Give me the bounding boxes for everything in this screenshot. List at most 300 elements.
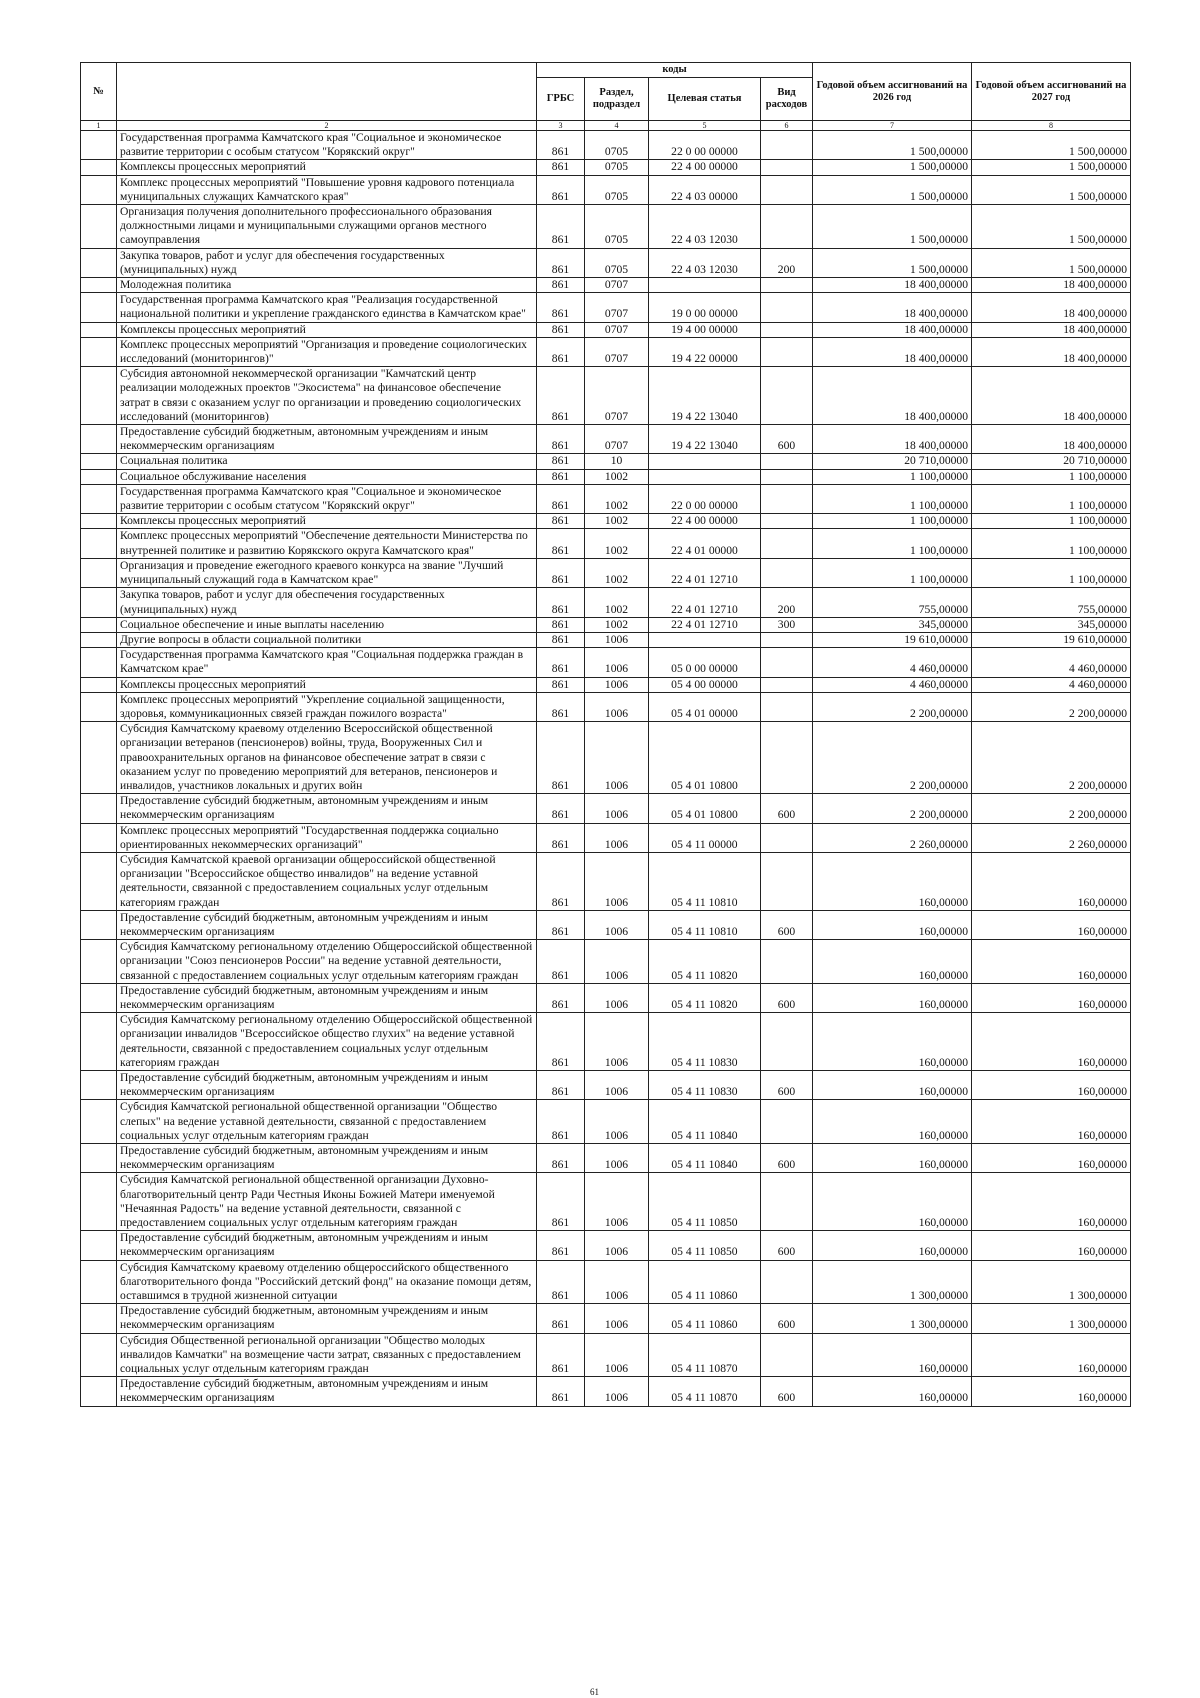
row-number — [81, 175, 117, 204]
row-expense-type — [761, 278, 813, 293]
row-vol-2026: 2 200,00000 — [813, 692, 972, 721]
row-expense-type — [761, 131, 813, 160]
row-name: Другие вопросы в области социальной политики — [117, 632, 537, 647]
page-number: 61 — [590, 1687, 599, 1697]
row-section: 0707 — [585, 425, 649, 454]
row-vol-2026: 4 460,00000 — [813, 677, 972, 692]
row-target: 22 4 01 00000 — [649, 529, 761, 558]
row-section: 1006 — [585, 1333, 649, 1377]
row-vol-2027: 160,00000 — [972, 1144, 1131, 1173]
row-name: Предоставление субсидий бюджетным, автономным учреждениям и иным некоммерческим организациям — [117, 910, 537, 939]
row-target: 05 4 01 00000 — [649, 692, 761, 721]
row-number — [81, 823, 117, 852]
row-expense-type — [761, 677, 813, 692]
table-row — [81, 131, 1131, 160]
row-number — [81, 469, 117, 484]
row-section: 0705 — [585, 175, 649, 204]
row-target: 05 4 01 10800 — [649, 722, 761, 794]
row-expense-type: 600 — [761, 983, 813, 1012]
col-index: 6 — [761, 121, 813, 131]
row-number — [81, 293, 117, 322]
table-row — [81, 337, 1131, 366]
row-section: 1006 — [585, 1260, 649, 1304]
row-section: 0707 — [585, 322, 649, 337]
row-expense-type — [761, 1100, 813, 1144]
row-section: 1002 — [585, 558, 649, 587]
header-vol-2026: Годовой объем ассигнований на 2026 год — [813, 63, 972, 121]
row-grbs: 861 — [537, 1071, 585, 1100]
row-expense-type — [761, 205, 813, 249]
row-grbs: 861 — [537, 692, 585, 721]
row-vol-2026: 160,00000 — [813, 1013, 972, 1071]
table-row — [81, 1173, 1131, 1231]
row-grbs: 861 — [537, 722, 585, 794]
row-vol-2027: 4 460,00000 — [972, 677, 1131, 692]
row-grbs: 861 — [537, 131, 585, 160]
row-vol-2026: 160,00000 — [813, 983, 972, 1012]
row-grbs: 861 — [537, 1304, 585, 1333]
row-section: 1006 — [585, 1144, 649, 1173]
row-vol-2026: 1 100,00000 — [813, 469, 972, 484]
row-section: 0705 — [585, 205, 649, 249]
row-number — [81, 1173, 117, 1231]
row-section: 1006 — [585, 1173, 649, 1231]
row-expense-type: 200 — [761, 248, 813, 277]
row-expense-type — [761, 852, 813, 910]
row-vol-2026: 1 500,00000 — [813, 131, 972, 160]
row-target: 05 4 11 10860 — [649, 1260, 761, 1304]
row-number — [81, 425, 117, 454]
row-vol-2026: 1 300,00000 — [813, 1304, 972, 1333]
row-section: 1006 — [585, 722, 649, 794]
row-number — [81, 588, 117, 617]
row-expense-type — [761, 337, 813, 366]
row-name: Предоставление субсидий бюджетным, автономным учреждениям и иным некоммерческим организациям — [117, 1377, 537, 1406]
header-row-1 — [81, 63, 1131, 78]
table-row — [81, 632, 1131, 647]
header-section: Раздел, подраздел — [585, 78, 649, 121]
row-number — [81, 692, 117, 721]
row-number — [81, 1304, 117, 1333]
row-number — [81, 722, 117, 794]
row-number — [81, 1100, 117, 1144]
row-name: Предоставление субсидий бюджетным, автономным учреждениям и иным некоммерческим организациям — [117, 983, 537, 1012]
row-vol-2026: 160,00000 — [813, 1377, 972, 1406]
table-row — [81, 1100, 1131, 1144]
row-number — [81, 484, 117, 513]
row-number — [81, 617, 117, 632]
row-name: Закупка товаров, работ и услуг для обеспечения государственных (муниципальных) нужд — [117, 248, 537, 277]
row-name: Предоставление субсидий бюджетным, автономным учреждениям и иным некоммерческим организациям — [117, 1144, 537, 1173]
row-target: 22 4 00 00000 — [649, 514, 761, 529]
row-name: Организация получения дополнительного профессионального образования должностными лицами и муниципальными служащими органов местного самоуправления — [117, 205, 537, 249]
row-number — [81, 558, 117, 587]
row-vol-2026: 160,00000 — [813, 852, 972, 910]
row-target: 05 4 11 10820 — [649, 940, 761, 984]
row-name: Закупка товаров, работ и услуг для обеспечения государственных (муниципальных) нужд — [117, 588, 537, 617]
row-expense-type — [761, 692, 813, 721]
row-vol-2027: 1 300,00000 — [972, 1260, 1131, 1304]
row-grbs: 861 — [537, 322, 585, 337]
header-grbs: ГРБС — [537, 78, 585, 121]
table-row — [81, 940, 1131, 984]
row-grbs: 861 — [537, 529, 585, 558]
table-row — [81, 722, 1131, 794]
row-expense-type — [761, 823, 813, 852]
table-row — [81, 514, 1131, 529]
row-section: 1006 — [585, 983, 649, 1012]
row-vol-2027: 2 200,00000 — [972, 692, 1131, 721]
header-expense-type: Вид расходов — [761, 78, 813, 121]
table-row — [81, 454, 1131, 469]
row-target: 05 4 11 00000 — [649, 823, 761, 852]
row-name: Социальное обеспечение и иные выплаты населению — [117, 617, 537, 632]
row-vol-2027: 1 300,00000 — [972, 1304, 1131, 1333]
row-number — [81, 131, 117, 160]
row-expense-type: 600 — [761, 1231, 813, 1260]
row-expense-type — [761, 293, 813, 322]
row-target: 05 4 11 10870 — [649, 1333, 761, 1377]
row-number — [81, 160, 117, 175]
row-number — [81, 205, 117, 249]
row-expense-type — [761, 1173, 813, 1231]
row-vol-2026: 160,00000 — [813, 1071, 972, 1100]
row-vol-2026: 1 100,00000 — [813, 529, 972, 558]
row-number — [81, 1333, 117, 1377]
row-target: 05 4 11 10840 — [649, 1100, 761, 1144]
row-name: Субсидия Камчатской региональной общественной организации Духовно-благотворительный центр Ради Честныя Иконы Божией Матери именуемой "Нечаянная Радость" на ведение уставной деятельности, связанной с предоставлением социальных услуг отдельным категориям граждан — [117, 1173, 537, 1231]
row-vol-2027: 1 100,00000 — [972, 514, 1131, 529]
row-expense-type — [761, 322, 813, 337]
row-section: 0707 — [585, 293, 649, 322]
row-vol-2027: 18 400,00000 — [972, 278, 1131, 293]
col-index: 8 — [972, 121, 1131, 131]
row-target: 22 4 01 12710 — [649, 558, 761, 587]
row-number — [81, 1377, 117, 1406]
row-section: 0707 — [585, 367, 649, 425]
row-target: 22 4 00 00000 — [649, 160, 761, 175]
row-vol-2027: 18 400,00000 — [972, 322, 1131, 337]
row-grbs: 861 — [537, 852, 585, 910]
row-section: 1006 — [585, 648, 649, 677]
table-row — [81, 1144, 1131, 1173]
row-vol-2026: 18 400,00000 — [813, 293, 972, 322]
row-grbs: 861 — [537, 454, 585, 469]
row-target: 05 4 11 10830 — [649, 1013, 761, 1071]
row-vol-2027: 160,00000 — [972, 1071, 1131, 1100]
row-target: 05 4 11 10860 — [649, 1304, 761, 1333]
col-index: 3 — [537, 121, 585, 131]
row-expense-type — [761, 722, 813, 794]
row-expense-type — [761, 1013, 813, 1071]
header-name — [117, 63, 537, 121]
row-target — [649, 454, 761, 469]
row-grbs: 861 — [537, 1100, 585, 1144]
row-number — [81, 322, 117, 337]
row-target: 22 4 03 12030 — [649, 205, 761, 249]
row-vol-2027: 160,00000 — [972, 1377, 1131, 1406]
row-number — [81, 910, 117, 939]
row-vol-2027: 4 460,00000 — [972, 648, 1131, 677]
row-section: 1006 — [585, 823, 649, 852]
row-name: Государственная программа Камчатского края "Социальное и экономическое развитие территории с особым статусом "Корякский округ" — [117, 131, 537, 160]
row-expense-type: 600 — [761, 1377, 813, 1406]
row-grbs: 861 — [537, 175, 585, 204]
table-row — [81, 425, 1131, 454]
row-expense-type — [761, 469, 813, 484]
row-vol-2027: 18 400,00000 — [972, 367, 1131, 425]
col-index: 4 — [585, 121, 649, 131]
row-grbs: 861 — [537, 1231, 585, 1260]
row-expense-type — [761, 940, 813, 984]
row-number — [81, 983, 117, 1012]
row-target: 05 4 11 10850 — [649, 1173, 761, 1231]
row-vol-2026: 755,00000 — [813, 588, 972, 617]
table-row — [81, 794, 1131, 823]
row-expense-type — [761, 529, 813, 558]
row-grbs: 861 — [537, 248, 585, 277]
table-row — [81, 278, 1131, 293]
row-section: 10 — [585, 454, 649, 469]
row-section: 1002 — [585, 514, 649, 529]
row-vol-2027: 1 100,00000 — [972, 469, 1131, 484]
table-row — [81, 293, 1131, 322]
row-vol-2027: 160,00000 — [972, 1333, 1131, 1377]
row-grbs: 861 — [537, 205, 585, 249]
col-index: 5 — [649, 121, 761, 131]
budget-document — [80, 62, 1130, 1407]
row-grbs: 861 — [537, 337, 585, 366]
row-target — [649, 469, 761, 484]
row-vol-2026: 1 500,00000 — [813, 248, 972, 277]
row-number — [81, 1013, 117, 1071]
row-section: 1006 — [585, 1231, 649, 1260]
row-expense-type: 600 — [761, 425, 813, 454]
row-target: 22 4 03 00000 — [649, 175, 761, 204]
row-vol-2027: 2 200,00000 — [972, 722, 1131, 794]
row-expense-type: 600 — [761, 794, 813, 823]
row-target: 05 0 00 00000 — [649, 648, 761, 677]
row-target: 05 4 11 10810 — [649, 852, 761, 910]
row-name: Молодежная политика — [117, 278, 537, 293]
row-vol-2027: 1 500,00000 — [972, 160, 1131, 175]
row-vol-2027: 18 400,00000 — [972, 425, 1131, 454]
row-expense-type — [761, 558, 813, 587]
row-vol-2027: 345,00000 — [972, 617, 1131, 632]
row-vol-2027: 18 400,00000 — [972, 337, 1131, 366]
row-name: Субсидия Камчатскому краевому отделению общероссийского общественного благотворительного фонда "Российский детский фонд" на оказание помощи детям, оставшимся в трудной жизненной ситуации — [117, 1260, 537, 1304]
row-expense-type — [761, 175, 813, 204]
row-expense-type: 300 — [761, 617, 813, 632]
row-target: 19 4 22 13040 — [649, 367, 761, 425]
row-vol-2027: 1 500,00000 — [972, 175, 1131, 204]
row-vol-2026: 4 460,00000 — [813, 648, 972, 677]
table-row — [81, 588, 1131, 617]
row-grbs: 861 — [537, 632, 585, 647]
row-section: 1006 — [585, 1304, 649, 1333]
row-vol-2026: 160,00000 — [813, 910, 972, 939]
row-expense-type — [761, 632, 813, 647]
row-vol-2026: 20 710,00000 — [813, 454, 972, 469]
row-section: 1006 — [585, 692, 649, 721]
row-vol-2027: 160,00000 — [972, 983, 1131, 1012]
row-expense-type: 600 — [761, 1304, 813, 1333]
row-name: Субсидия Общественной региональной организации "Общество молодых инвалидов Камчатки" на возмещение части затрат, связанных с предоставлением социальных услуг отдельным категориям граждан — [117, 1333, 537, 1377]
row-section: 1002 — [585, 617, 649, 632]
row-section: 1006 — [585, 677, 649, 692]
row-vol-2027: 1 500,00000 — [972, 248, 1131, 277]
row-vol-2027: 2 260,00000 — [972, 823, 1131, 852]
row-grbs: 861 — [537, 1377, 585, 1406]
row-grbs: 861 — [537, 1144, 585, 1173]
row-section: 1006 — [585, 910, 649, 939]
row-name: Социальная политика — [117, 454, 537, 469]
table-row — [81, 205, 1131, 249]
col-index: 2 — [117, 121, 537, 131]
row-vol-2026: 160,00000 — [813, 1144, 972, 1173]
row-target: 05 4 11 10840 — [649, 1144, 761, 1173]
row-number — [81, 648, 117, 677]
row-target: 22 4 01 12710 — [649, 617, 761, 632]
row-target: 22 0 00 00000 — [649, 131, 761, 160]
row-number — [81, 940, 117, 984]
row-number — [81, 278, 117, 293]
row-vol-2026: 1 100,00000 — [813, 558, 972, 587]
row-number — [81, 852, 117, 910]
row-grbs: 861 — [537, 940, 585, 984]
row-vol-2027: 160,00000 — [972, 852, 1131, 910]
row-grbs: 861 — [537, 514, 585, 529]
row-target: 05 4 11 10870 — [649, 1377, 761, 1406]
row-vol-2026: 19 610,00000 — [813, 632, 972, 647]
table-row — [81, 160, 1131, 175]
table-row — [81, 692, 1131, 721]
row-expense-type — [761, 484, 813, 513]
row-vol-2026: 2 200,00000 — [813, 722, 972, 794]
row-grbs: 861 — [537, 1013, 585, 1071]
row-grbs: 861 — [537, 794, 585, 823]
table-row — [81, 1333, 1131, 1377]
row-section: 1002 — [585, 484, 649, 513]
row-target: 19 4 22 13040 — [649, 425, 761, 454]
row-target: 22 0 00 00000 — [649, 484, 761, 513]
header-target: Целевая статья — [649, 78, 761, 121]
row-grbs: 861 — [537, 677, 585, 692]
row-section: 0707 — [585, 337, 649, 366]
row-number — [81, 794, 117, 823]
row-number — [81, 529, 117, 558]
row-section: 1006 — [585, 1071, 649, 1100]
row-number — [81, 367, 117, 425]
row-name: Субсидия автономной некоммерческой организации "Камчатский центр реализации молодежных проектов "Экосистема" на финансовое обеспечение затрат в связи с оказанием услуг по организации и проведению социологических исследований (мониторингов) — [117, 367, 537, 425]
row-target: 05 4 11 10850 — [649, 1231, 761, 1260]
row-section: 1006 — [585, 1013, 649, 1071]
table-row — [81, 1071, 1131, 1100]
table-row — [81, 1260, 1131, 1304]
row-grbs: 861 — [537, 367, 585, 425]
row-vol-2026: 1 500,00000 — [813, 160, 972, 175]
row-grbs: 861 — [537, 278, 585, 293]
table-row — [81, 367, 1131, 425]
row-grbs: 861 — [537, 558, 585, 587]
row-vol-2027: 160,00000 — [972, 1100, 1131, 1144]
row-name: Комплексы процессных мероприятий — [117, 514, 537, 529]
row-section: 1006 — [585, 1100, 649, 1144]
row-section: 1002 — [585, 529, 649, 558]
row-name: Комплекс процессных мероприятий "Обеспечение деятельности Министерства по внутренней политике и развитию Корякского округа Камчатского края" — [117, 529, 537, 558]
col-index: 1 — [81, 121, 117, 131]
row-grbs: 861 — [537, 588, 585, 617]
row-vol-2026: 1 300,00000 — [813, 1260, 972, 1304]
row-name: Комплекс процессных мероприятий "Укрепление социальной защищенности, здоровья, коммуникационных связей граждан пожилого возраста" — [117, 692, 537, 721]
row-vol-2027: 160,00000 — [972, 1231, 1131, 1260]
row-grbs: 861 — [537, 983, 585, 1012]
row-name: Комплекс процессных мероприятий "Повышение уровня кадрового потенциала муниципальных служащих Камчатского края" — [117, 175, 537, 204]
row-target: 19 4 22 00000 — [649, 337, 761, 366]
table-row — [81, 469, 1131, 484]
row-name: Государственная программа Камчатского края "Социальное и экономическое развитие территории с особым статусом "Корякский округ" — [117, 484, 537, 513]
row-number — [81, 514, 117, 529]
row-name: Субсидия Камчатскому региональному отделению Общероссийской общественной организации "Союз пенсионеров России" на ведение уставной деятельности, связанной с предоставлением социальных услуг отдельным категориям граждан — [117, 940, 537, 984]
row-expense-type: 600 — [761, 910, 813, 939]
row-vol-2026: 18 400,00000 — [813, 322, 972, 337]
row-expense-type — [761, 367, 813, 425]
row-target: 05 4 01 10800 — [649, 794, 761, 823]
row-target: 05 4 00 00000 — [649, 677, 761, 692]
row-section: 0705 — [585, 160, 649, 175]
row-name: Комплексы процессных мероприятий — [117, 322, 537, 337]
table-row — [81, 1231, 1131, 1260]
row-vol-2026: 18 400,00000 — [813, 367, 972, 425]
row-vol-2026: 345,00000 — [813, 617, 972, 632]
row-vol-2026: 160,00000 — [813, 1100, 972, 1144]
row-vol-2026: 2 260,00000 — [813, 823, 972, 852]
row-vol-2027: 18 400,00000 — [972, 293, 1131, 322]
table-row — [81, 248, 1131, 277]
row-vol-2027: 1 500,00000 — [972, 131, 1131, 160]
row-target: 05 4 11 10820 — [649, 983, 761, 1012]
row-target — [649, 632, 761, 647]
row-vol-2026: 160,00000 — [813, 1333, 972, 1377]
header-vol-2027: Годовой объем ассигнований на 2027 год — [972, 63, 1131, 121]
row-target: 19 4 00 00000 — [649, 322, 761, 337]
row-grbs: 861 — [537, 293, 585, 322]
row-section: 1006 — [585, 632, 649, 647]
row-vol-2027: 160,00000 — [972, 910, 1131, 939]
row-name: Предоставление субсидий бюджетным, автономным учреждениям и иным некоммерческим организациям — [117, 1304, 537, 1333]
header-num: № — [81, 63, 117, 121]
table-row — [81, 617, 1131, 632]
header-codes: коды — [537, 63, 813, 78]
row-name: Субсидия Камчатской краевой организации общероссийской общественной организации "Всероссийское общество инвалидов" на ведение уставной деятельности, связанной с предоставлением социальных услуг отдельным категориям граждан — [117, 852, 537, 910]
row-target: 22 4 01 12710 — [649, 588, 761, 617]
row-name: Комплексы процессных мероприятий — [117, 160, 537, 175]
table-row — [81, 529, 1131, 558]
row-number — [81, 248, 117, 277]
row-vol-2026: 2 200,00000 — [813, 794, 972, 823]
table-row — [81, 322, 1131, 337]
row-section: 0705 — [585, 131, 649, 160]
row-grbs: 861 — [537, 469, 585, 484]
row-name: Предоставление субсидий бюджетным, автономным учреждениям и иным некоммерческим организациям — [117, 1231, 537, 1260]
row-expense-type: 200 — [761, 588, 813, 617]
row-vol-2027: 19 610,00000 — [972, 632, 1131, 647]
row-name: Субсидия Камчатскому региональному отделению Общероссийской общественной организации инвалидов "Всероссийское общество глухих" на ведение уставной деятельности, связанной с предоставлением социальных услуг отдельным категориям граждан — [117, 1013, 537, 1071]
table-row — [81, 175, 1131, 204]
row-expense-type — [761, 454, 813, 469]
row-name: Предоставление субсидий бюджетным, автономным учреждениям и иным некоммерческим организациям — [117, 794, 537, 823]
row-name: Субсидия Камчатской региональной общественной организации "Общество слепых" на ведение уставной деятельности, связанной с предоставлением социальных услуг отдельным категориям граждан — [117, 1100, 537, 1144]
